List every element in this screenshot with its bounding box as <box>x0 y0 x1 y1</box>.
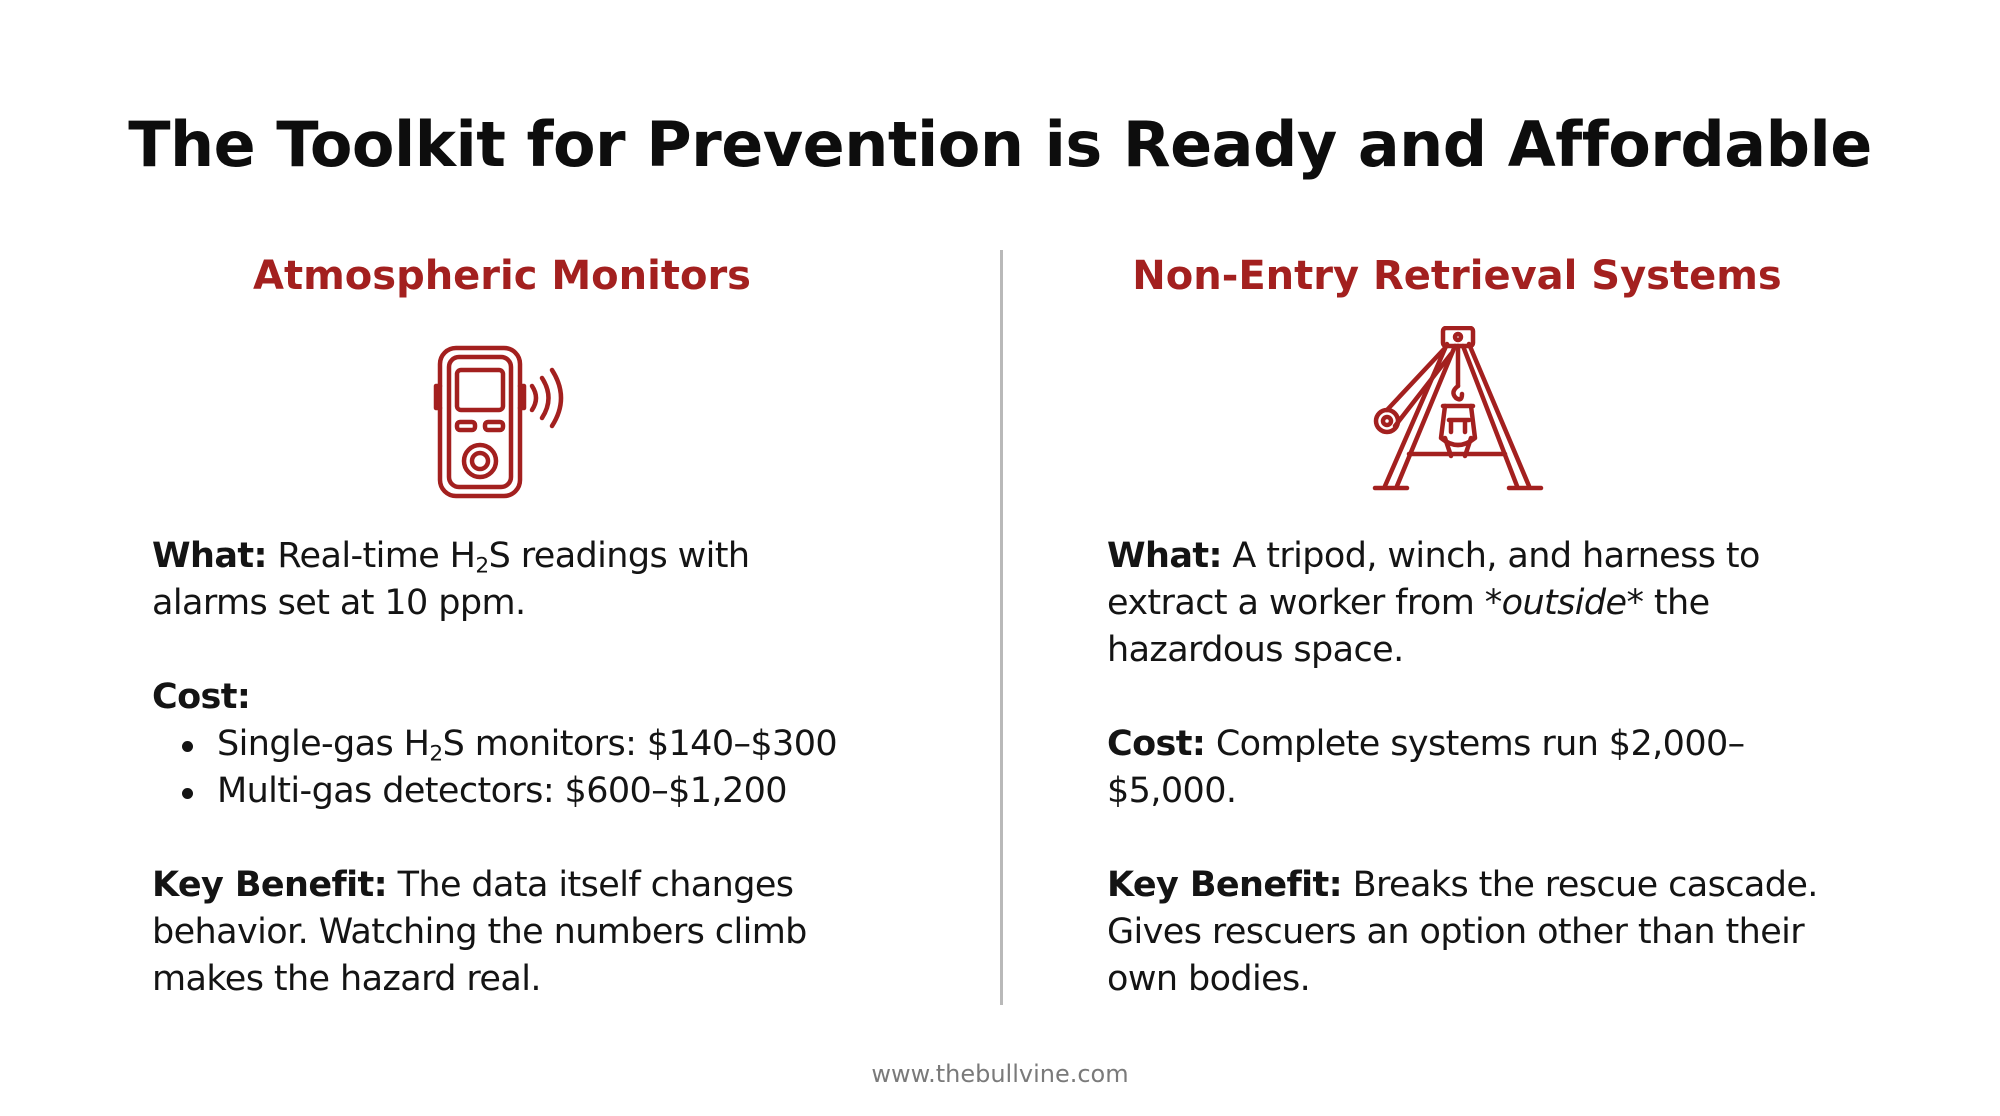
right-cost <box>1107 721 1827 815</box>
right-what-em: outside <box>1501 583 1627 623</box>
left-cost <box>152 674 872 815</box>
bullet-sub: 2 <box>429 741 443 767</box>
right-cost-text: Complete systems run $2,000–$5,000. <box>1107 724 1745 811</box>
bullet-text: S monitors: $140–$300 <box>442 724 838 764</box>
left-what-label: What: <box>152 536 267 576</box>
left-what <box>152 533 872 627</box>
left-what-text-pre: Real-time H <box>266 536 476 576</box>
bullet-text: Multi-gas detectors: $600–$1,200 <box>217 771 787 811</box>
left-body <box>152 533 872 1003</box>
tripod-retrieval-icon <box>1107 326 1807 501</box>
gas-detector-icon <box>152 326 852 501</box>
right-cost-label: Cost: <box>1107 724 1206 764</box>
right-benefit-text: Breaks the rescue cascade. Gives rescuers an option other than their own bodies. <box>1107 865 1818 999</box>
right-benefit <box>1107 862 1827 1003</box>
list-item <box>152 768 872 815</box>
right-what-text-post: * the hazardous space. <box>1107 583 1710 670</box>
right-body <box>1107 533 1827 1003</box>
right-what <box>1107 533 1827 674</box>
right-benefit-label: Key Benefit: <box>1107 865 1343 905</box>
right-what-label: What: <box>1107 536 1222 576</box>
footer-url: www.thebullvine.com <box>871 1060 1129 1088</box>
right-column-heading: Non-Entry Retrieval Systems <box>1132 253 1782 299</box>
right-what-text-pre: A tripod, winch, and harness to extract a worker from * <box>1107 536 1760 623</box>
left-cost-label: Cost: <box>152 677 251 717</box>
left-benefit-text: The data itself changes behavior. Watching the numbers climb makes the hazard real. <box>152 865 807 999</box>
left-benefit-label: Key Benefit: <box>152 865 388 905</box>
left-what-sub: 2 <box>475 553 489 579</box>
left-what-text-post: S readings with alarms set at 10 ppm. <box>152 536 750 623</box>
left-column-heading: Atmospheric Monitors <box>253 253 751 299</box>
slide-title: The Toolkit for Prevention is Ready and Affordable <box>128 108 1872 181</box>
list-item <box>152 721 872 768</box>
bullet-text: Single-gas H <box>217 724 430 764</box>
left-cost-list <box>152 721 872 815</box>
column-divider <box>1000 250 1003 1005</box>
left-benefit <box>152 862 872 1003</box>
left-column <box>152 248 872 1003</box>
right-column <box>1107 248 1827 1003</box>
